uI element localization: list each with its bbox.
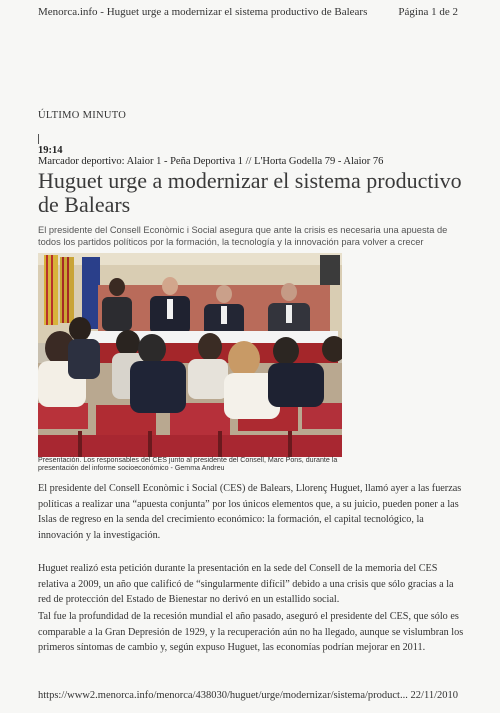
photo-illustration: [38, 253, 342, 457]
scoreboard-ticker: Marcador deportivo: Alaior 1 - Peña Deportiva 1 // L'Horta Godella 79 - Alaior 76: [38, 156, 384, 167]
article-paragraph: Tal fue la profundidad de la recesión mundial el año pasado, aseguró el presidente del CES, que sólo es comparable a la Gran Depresión de 1929, y la recuperación aún no ha llegado, aunque se vislumbran los primeros síntomas de cambio y, según expuso Huguet, las economías podrían mejorar en 2011.: [38, 611, 464, 653]
article-photo: [38, 253, 342, 457]
article-paragraph: El presidente del Consell Econòmic i Social (CES) de Balears, Llorenç Huguet, llamó ayer a las fuerzas políticas a realizar una “apuesta conjunta” por los únicos elementos que, a su juicio, pueden poner a las Islas de regreso en la senda del crecimiento económico: la formación, el capital tecnológico, la innovación y la investigación.: [38, 483, 462, 541]
article-lead: El presidente del Consell Econòmic i Social asegura que ante la crisis es necesaria una apuesta de todos los partidos políticos por la formación, la tecnología y la innovación para volver a crecer: [38, 225, 448, 247]
article-paragraph: Huguet realizó esta petición durante la presentación en la sede del Consell de la memoria del CES relativa a 2009, un año que calificó de “singularmente difícil” debido a una crisis que sólo gracias a la red de protección del Estado de Bienestar no derivó en un estallido social.: [38, 563, 454, 605]
page-url[interactable]: https://www2.menorca.info/menorca/438030/huguet/urge/modernizar/sistema/product...: [38, 690, 408, 701]
print-date: 22/11/2010: [410, 690, 458, 701]
photo-caption: Presentación. Los responsables del CES junto al presidente del Consell, Marc Pons, durante la presentación del informe socioeconómico - Gemma Andreu: [38, 456, 338, 473]
print-header-title: Menorca.info - Huguet urge a modernizar el sistema productivo de Balears: [38, 6, 368, 18]
page-indicator: Página 1 de 2: [398, 6, 458, 18]
divider: [38, 134, 39, 144]
article-headline: Huguet urge a modernizar el sistema productivo de Balears: [38, 168, 462, 217]
section-label[interactable]: ÚLTIMO MINUTO: [38, 110, 127, 121]
news-time: 19:14: [38, 145, 63, 156]
